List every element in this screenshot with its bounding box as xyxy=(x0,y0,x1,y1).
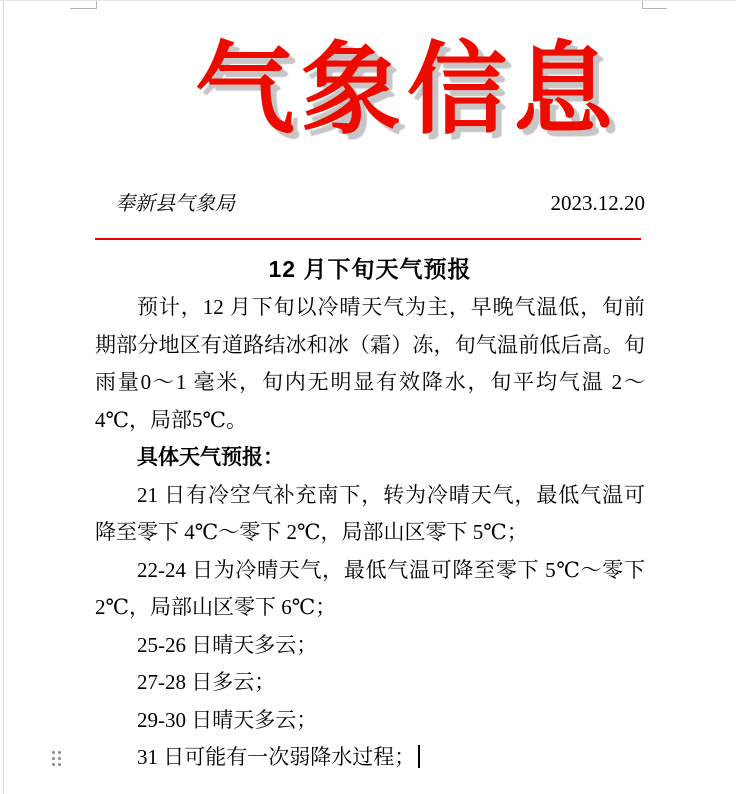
forecast-item-text[interactable]: 31 日可能有一次弱降水过程； xyxy=(137,745,416,769)
document-body[interactable] xyxy=(95,289,645,777)
text-cursor xyxy=(418,745,420,768)
drag-dot xyxy=(58,757,61,760)
forecast-item[interactable]: 21 日有冷空气补充南下，转为冷晴天气，最低气温可降至零下 4℃～零下 2℃，局部山区零下 5℃； xyxy=(95,482,645,544)
document-date: 2023.12.20 xyxy=(550,191,645,215)
intro-paragraph[interactable]: 预计，12 月下旬以冷晴天气为主，早晚气温低，旬前期部分地区有道路结冰和冰（霜）冻，旬气温前低后高。旬雨量0～1 毫米，旬内无明显有效降水，旬平均气温 2～4℃，局部5℃。 xyxy=(95,295,645,432)
paragraph-drag-handle-icon[interactable] xyxy=(52,751,64,769)
drag-dot xyxy=(58,751,61,754)
red-divider-line xyxy=(95,238,641,240)
drag-dot xyxy=(58,763,61,766)
page-edge-line xyxy=(3,1,4,794)
drag-dot xyxy=(52,751,55,754)
forecast-item[interactable] xyxy=(95,739,645,777)
text-boundary-mark-left xyxy=(70,1,97,9)
document-title: 12 月下旬天气预报 xyxy=(268,256,472,282)
forecast-item[interactable]: 27-28 日多云； xyxy=(137,670,276,694)
agency-name: 奉新县气象局 xyxy=(115,193,235,215)
forecast-item[interactable]: 29-30 日晴天多云； xyxy=(137,707,318,732)
masthead-title: 气象信息 xyxy=(195,30,619,148)
forecast-item[interactable]: 25-26 日晴天多云； xyxy=(137,632,318,657)
drag-dot xyxy=(52,757,55,760)
forecast-item[interactable]: 22-24 日为冷晴天气，最低气温可降至零下 5℃～零下2℃，局部山区零下 6℃； xyxy=(95,557,645,619)
text-boundary-mark-right xyxy=(642,1,667,9)
section-heading[interactable]: 具体天气预报： xyxy=(137,445,284,469)
drag-dot xyxy=(52,763,55,766)
meta-row xyxy=(95,187,645,216)
